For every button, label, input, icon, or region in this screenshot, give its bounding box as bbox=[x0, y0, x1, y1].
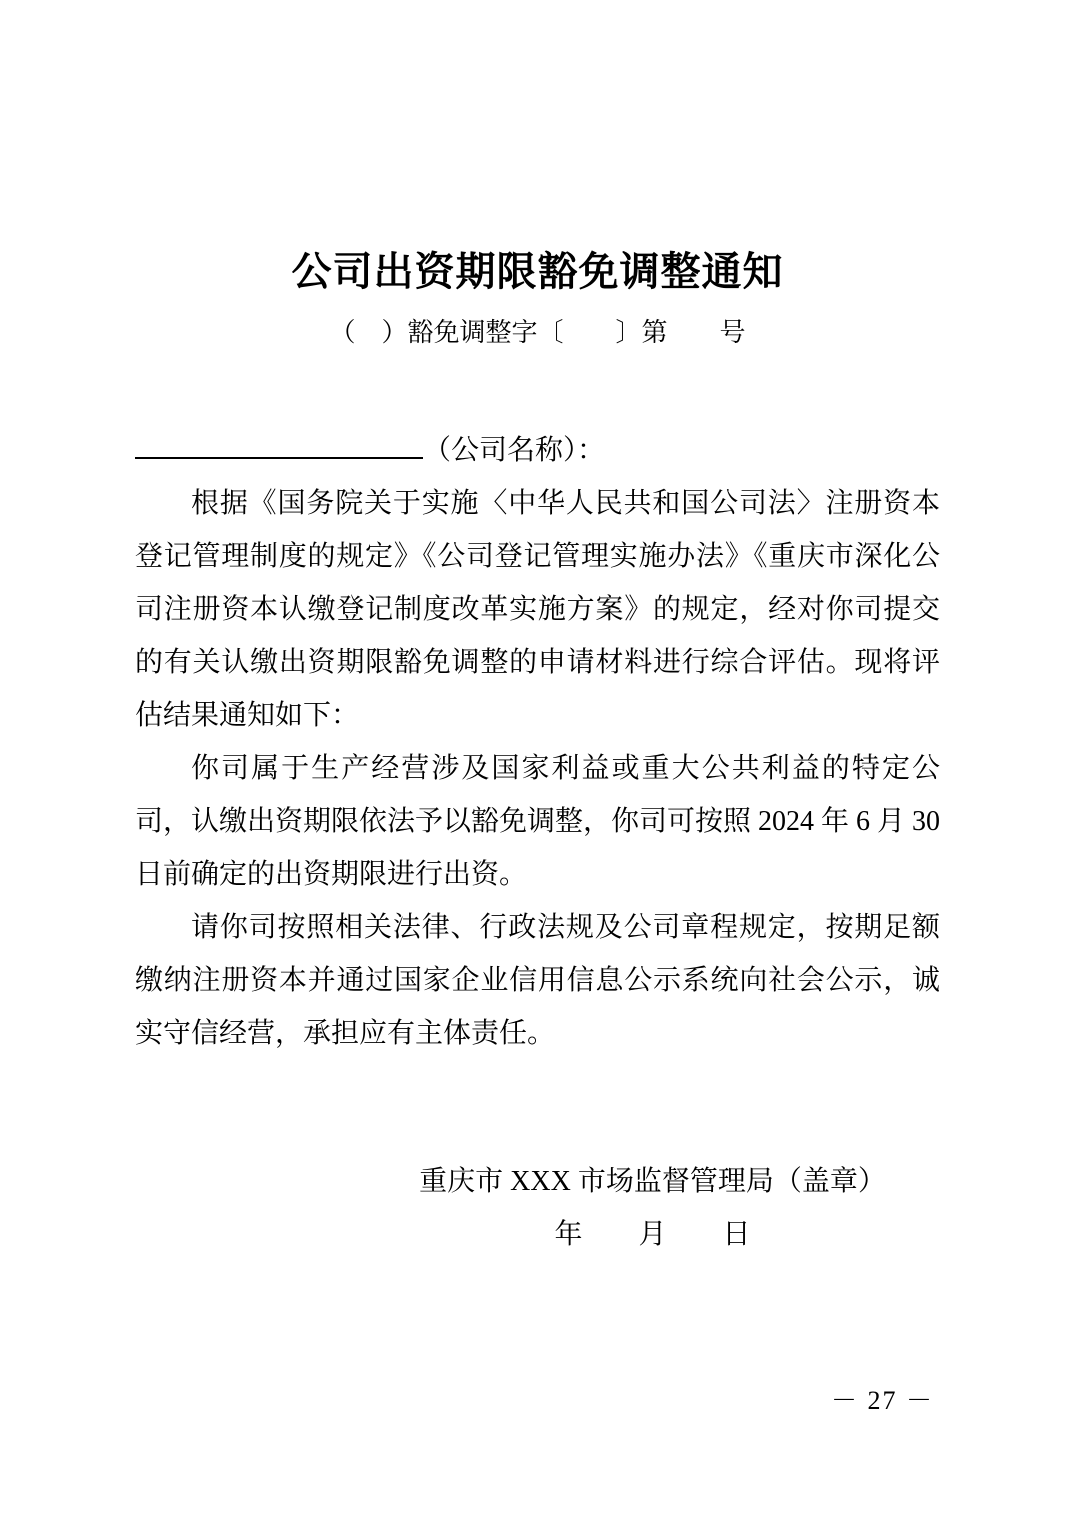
body-paragraph: 你司属于生产经营涉及国家利益或重大公共利益的特定公司，认缴出资期限依法予以豁免调整，你司可按照 2024 年 6 月 30 日前确定的出资期限进行出资。 bbox=[135, 752, 941, 890]
date-line: 年 月 日 bbox=[554, 1218, 751, 1250]
issuer-signature: 重庆市 XXX 市场监督管理局（盖章） bbox=[419, 1165, 886, 1197]
salutation-line bbox=[135, 424, 940, 477]
company-name-label: （公司名称）： bbox=[423, 434, 606, 466]
document-number: （ ）豁免调整字〔 〕第 号 bbox=[329, 318, 746, 347]
company-name-blank-line bbox=[135, 427, 423, 459]
document-title: 公司出资期限豁免调整通知 bbox=[291, 249, 784, 294]
body-paragraph: 根据《国务院关于实施〈中华人民共和国公司法〉注册资本登记管理制度的规定》《公司登记管理实施办法》《重庆市深化公司注册资本认缴登记制度改革实施方案》的规定，经对你司提交的有关认缴出资期限豁免调整的申请材料进行综合评估。现将评估结果通知如下： bbox=[135, 487, 940, 731]
body-paragraph: 请你司按照相关法律、行政法规及公司章程规定，按期足额缴纳注册资本并通过国家企业信用信息公示系统向社会公示，诚实守信经营，承担应有主体责任。 bbox=[135, 911, 940, 1049]
signature-block bbox=[365, 1155, 940, 1261]
document-body bbox=[135, 477, 940, 1060]
page-number: － 27 － bbox=[830, 1386, 934, 1415]
